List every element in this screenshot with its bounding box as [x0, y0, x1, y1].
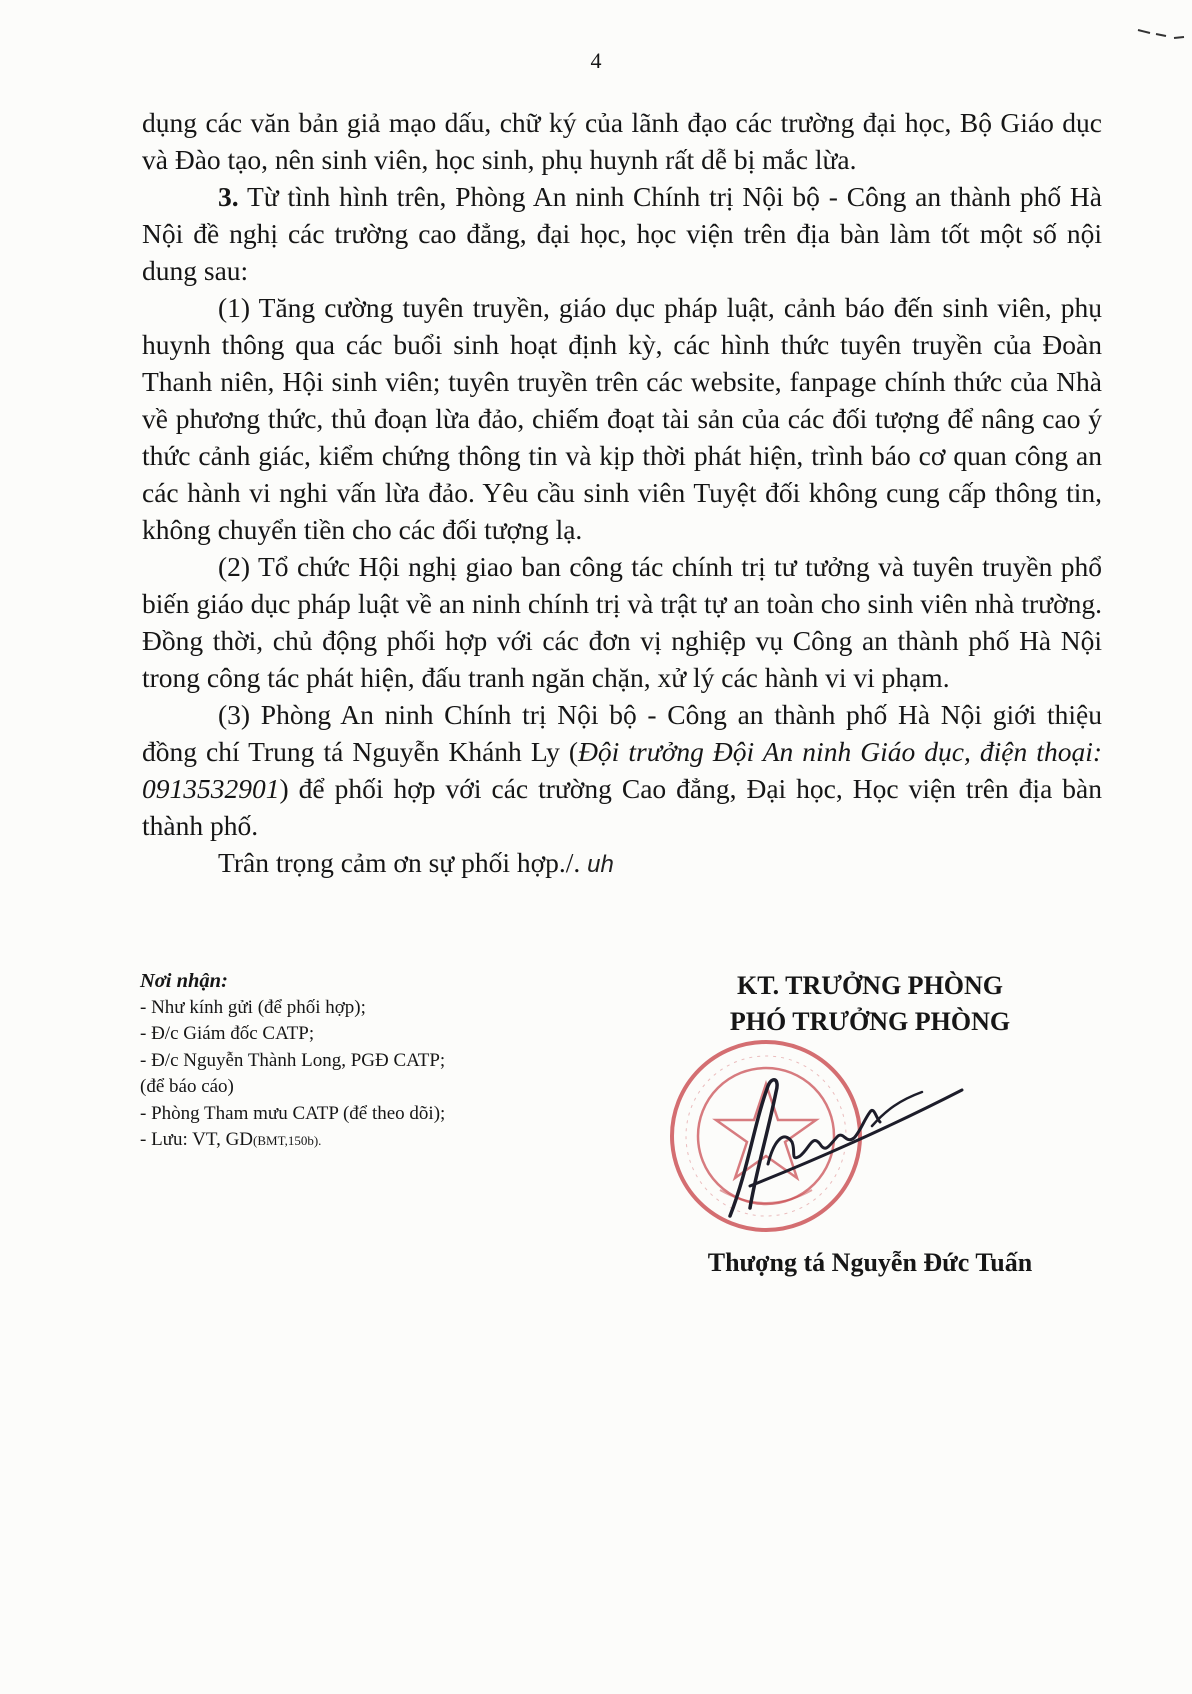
page-number: 4	[590, 48, 602, 73]
scan-mark-icon	[1136, 24, 1186, 44]
document-body	[142, 104, 1102, 883]
recipient-item: - Như kính gửi (để phối hợp);	[140, 996, 366, 1018]
item-3-text-b: ) để phối hợp với các trường Cao đẳng, Đại học, Học viện trên địa bàn thành phố.	[142, 773, 1102, 841]
recipients-list	[140, 995, 560, 1155]
recipient-item: - Đ/c Giám đốc CATP;	[140, 1023, 315, 1044]
contact-info: Đội trưởng Đội An ninh Giáo dục, điện thoại: 0913532901	[142, 736, 1102, 804]
item-3-text-a: (3) Phòng An ninh Chính trị Nội bộ - Công an thành phố Hà Nội giới thiệu đồng chí Trung tá Nguyễn Khánh Ly (	[142, 699, 1102, 767]
stamp-and-signature	[660, 1040, 1080, 1246]
signature-title-line1: KT. TRƯỞNG PHÒNG	[736, 971, 1004, 1000]
handwritten-signature-icon	[730, 1080, 962, 1216]
archive-subscript: (BMT,150b).	[253, 1133, 322, 1148]
recipient-item-archive	[140, 1127, 560, 1155]
recipients-block	[140, 968, 560, 1155]
paragraph-continuation: dụng các văn bản giả mạo dấu, chữ ký của lãnh đạo các trường đại học, Bộ Giáo dục và Đào tạo, nên sinh viên, học sinh, phụ huynh rất dễ bị mắc lừa.	[142, 107, 1102, 175]
paragraph-item-2: (2) Tổ chức Hội nghị giao ban công tác chính trị tư tưởng và tuyên truyền phổ biến giáo dục pháp luật về an ninh chính trị và trật tự an toàn cho sinh viên nhà trường. Đồng thời, chủ động phối hợp với các đơn vị nghiệp vụ Công an thành phố Hà Nội trong công tác phát hiện, đấu tranh ngăn chặn, xử lý các hành vi vi phạm.	[142, 551, 1102, 693]
closing-line	[142, 844, 1102, 883]
paragraph-item-1: (1) Tăng cường tuyên truyền, giáo dục pháp luật, cảnh báo đến sinh viên, phụ huynh thông qua các buổi sinh hoạt định kỳ, các hình thức tuyên truyền của Đoàn Thanh niên, Hội sinh viên; tuyên truyền trên các website, fanpage chính thức của Nhà về phương thức, thủ đoạn lừa đảo, chiếm đoạt tài sản của các đối tượng để nâng cao ý thức cảnh giác, kiểm chứng thông tin và kịp thời phát hiện, trình báo cơ quan công an các hành vi nghi vấn lừa đảo. Yêu cầu sinh viên Tuyệt đối không cung cấp thông tin, không chuyển tiền cho các đối tượng lạ.	[142, 292, 1102, 545]
handwritten-initials: uh	[587, 851, 614, 878]
recipient-item: - Đ/c Nguyễn Thành Long, PGĐ CATP;	[140, 1049, 446, 1071]
signer-name: Thượng tá Nguyễn Đức Tuấn	[707, 1248, 1033, 1277]
paragraph-section-3	[142, 178, 1102, 289]
archive-text: - Lưu: VT, GD	[140, 1129, 254, 1150]
paragraph-item-3	[142, 696, 1102, 844]
recipient-item: (để báo cáo)	[140, 1076, 234, 1097]
section-3-text: Từ tình hình trên, Phòng An ninh Chính trị Nội bộ - Công an thành phố Hà Nội đề nghị các trường cao đẳng, đại học, học viện trên địa bàn làm tốt một số nội dung sau:	[142, 181, 1102, 286]
signature-block	[660, 968, 1080, 1280]
recipients-heading: Nơi nhận:	[140, 970, 228, 992]
signature-title-line2: PHÓ TRƯỞNG PHÒNG	[729, 1007, 1011, 1036]
recipient-item: - Phòng Tham mưu CATP (để theo dõi);	[140, 1102, 446, 1124]
section-number: 3.	[218, 181, 239, 212]
closing-text: Trân trọng cảm ơn sự phối hợp./.	[218, 847, 581, 878]
signature-area	[660, 1040, 1080, 1246]
